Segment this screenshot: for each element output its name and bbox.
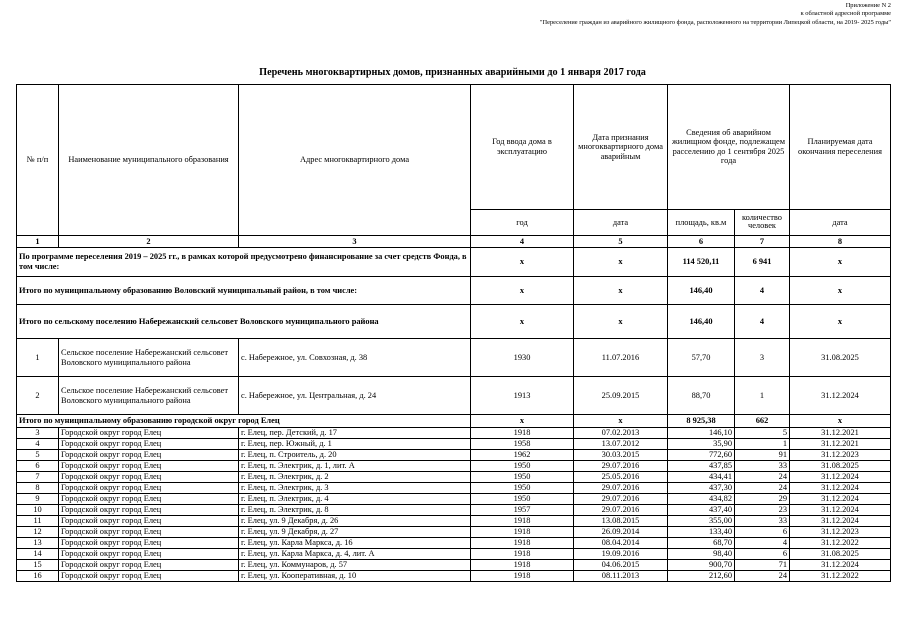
elets-row	[17, 483, 891, 494]
subheader-date: дата	[574, 209, 668, 235]
row-year: 1918	[471, 549, 574, 560]
row-year: 1950	[471, 483, 574, 494]
row-num: 15	[17, 560, 59, 571]
colnum-8: 8	[790, 236, 891, 248]
elets-row	[17, 505, 891, 516]
colnum-4: 4	[471, 236, 574, 248]
row-address: г. Елец, ул. Карла Маркса, д. 4, лит. А	[239, 549, 471, 560]
row-address: г. Елец, п. Электрик, д. 8	[239, 505, 471, 516]
appendix-line-1: Приложение N 2	[845, 2, 891, 9]
row-area: 772,60	[668, 450, 735, 461]
row-end: 31.12.2023	[790, 450, 891, 461]
summary-program-people: 6 941	[735, 248, 790, 277]
row-year: 1918	[471, 527, 574, 538]
row-municipality: Городской округ город Елец	[59, 483, 239, 494]
row-num: 1	[17, 339, 59, 377]
row-area: 68,70	[668, 538, 735, 549]
document-title: Перечень многоквартирных домов, признанных аварийными до 1 января 2017 года	[259, 67, 646, 78]
appendix-line-2: к областной адресной программе	[800, 10, 891, 18]
row-address: г. Елец, п. Строитель, д. 20	[239, 450, 471, 461]
row-municipality: Городской округ город Елец	[59, 461, 239, 472]
row-num: 8	[17, 483, 59, 494]
row-address: г. Елец, ул. Коммунаров, д. 57	[239, 560, 471, 571]
row-area: 437,30	[668, 483, 735, 494]
row-municipality: Сельское поселение Набережанский сельсовет Воловского муниципального района	[59, 339, 239, 377]
summary-volovo-district-year: х	[471, 277, 574, 305]
row-num: 11	[17, 516, 59, 527]
row-num: 6	[17, 461, 59, 472]
elets-row	[17, 538, 891, 549]
subheader-area: площадь, кв.м	[668, 209, 735, 235]
elets-row	[17, 461, 891, 472]
summary-program-label: По программе переселения 2019 – 2025 гг., в рамках которой предусмотрено финансирование за счет средств Фонда, в том числе:	[17, 248, 471, 277]
colnum-2: 2	[59, 236, 239, 248]
appendix-note	[251, 2, 891, 27]
row-num: 13	[17, 538, 59, 549]
row-people: 1	[735, 439, 790, 450]
row-end: 31.08.2025	[790, 339, 891, 377]
row-address: г. Елец, ул. 9 Декабря, д. 26	[239, 516, 471, 527]
header-year-built: Год ввода дома в эксплуатацию	[471, 85, 574, 210]
row-people: 24	[735, 472, 790, 483]
row-people: 4	[735, 538, 790, 549]
row-year: 1913	[471, 377, 574, 415]
row-year: 1950	[471, 472, 574, 483]
summary-volovo-district-label: Итого по муниципальному образованию Воловский муниципальный район, в том числе:	[17, 277, 471, 305]
row-date: 30.03.2015	[574, 450, 668, 461]
summary-naberezhansky-date: х	[574, 305, 668, 339]
row-num: 16	[17, 571, 59, 582]
row-area: 146,10	[668, 428, 735, 439]
row-date: 11.07.2016	[574, 339, 668, 377]
summary-program-end: х	[790, 248, 891, 277]
row-num: 3	[17, 428, 59, 439]
colnum-3: 3	[239, 236, 471, 248]
row-municipality: Сельское поселение Набережанский сельсовет Воловского муниципального района	[59, 377, 239, 415]
header-date-emergency: Дата признания многоквартирного дома аварийным	[574, 85, 668, 210]
row-people: 91	[735, 450, 790, 461]
summary-elets-area: 8 925,38	[668, 415, 735, 428]
row-address: с. Набережное, ул. Центральная, д. 24	[239, 377, 471, 415]
header-num: № п/п	[17, 85, 59, 236]
summary-elets-date: х	[574, 415, 668, 428]
subheader-year: год	[471, 209, 574, 235]
column-numbers-row	[17, 236, 891, 248]
row-people: 5	[735, 428, 790, 439]
elets-row	[17, 527, 891, 538]
row-area: 98,40	[668, 549, 735, 560]
row-address: г. Елец, п. Электрик, д. 2	[239, 472, 471, 483]
row-people: 33	[735, 516, 790, 527]
elets-row	[17, 428, 891, 439]
header-row	[17, 85, 891, 210]
colnum-7: 7	[735, 236, 790, 248]
row-year: 1918	[471, 428, 574, 439]
summary-program-row	[17, 248, 891, 277]
row-date: 19.09.2016	[574, 549, 668, 560]
row-area: 133,40	[668, 527, 735, 538]
row-end: 31.12.2024	[790, 560, 891, 571]
row-year: 1918	[471, 516, 574, 527]
volovo-row	[17, 339, 891, 377]
row-area: 900,70	[668, 560, 735, 571]
row-date: 08.11.2013	[574, 571, 668, 582]
row-people: 23	[735, 505, 790, 516]
summary-naberezhansky-area: 146,40	[668, 305, 735, 339]
row-municipality: Городской округ город Елец	[59, 516, 239, 527]
row-year: 1918	[471, 571, 574, 582]
row-area: 35,90	[668, 439, 735, 450]
row-year: 1950	[471, 461, 574, 472]
row-address: г. Елец, ул. Кооперативная, д. 10	[239, 571, 471, 582]
row-date: 26.09.2014	[574, 527, 668, 538]
appendix-line-3: "Переселение граждан из аварийного жилищного фонда, расположенного на территории Липецкой области, на 2019- 2025 годы"	[539, 18, 891, 26]
summary-naberezhansky-people: 4	[735, 305, 790, 339]
row-address: г. Елец, ул. 9 Декабря, д. 27	[239, 527, 471, 538]
summary-elets-people: 662	[735, 415, 790, 428]
colnum-6: 6	[668, 236, 735, 248]
row-municipality: Городской округ город Елец	[59, 549, 239, 560]
row-address: г. Елец, п. Электрик, д. 1, лит. А	[239, 461, 471, 472]
summary-naberezhansky-label: Итого по сельскому поселению Набережанский сельсовет Воловского муниципального района	[17, 305, 471, 339]
row-num: 5	[17, 450, 59, 461]
row-date: 13.08.2015	[574, 516, 668, 527]
row-year: 1918	[471, 560, 574, 571]
elets-row	[17, 549, 891, 560]
summary-volovo-district-row	[17, 277, 891, 305]
row-date: 07.02.2013	[574, 428, 668, 439]
row-municipality: Городской округ город Елец	[59, 428, 239, 439]
row-people: 71	[735, 560, 790, 571]
row-date: 29.07.2016	[574, 505, 668, 516]
row-end: 31.12.2024	[790, 472, 891, 483]
row-municipality: Городской округ город Елец	[59, 527, 239, 538]
row-municipality: Городской округ город Елец	[59, 450, 239, 461]
row-year: 1957	[471, 505, 574, 516]
row-area: 57,70	[668, 339, 735, 377]
row-year: 1950	[471, 494, 574, 505]
row-address: г. Елец, п. Электрик, д. 4	[239, 494, 471, 505]
row-end: 31.12.2022	[790, 571, 891, 582]
elets-row	[17, 516, 891, 527]
row-end: 31.12.2024	[790, 505, 891, 516]
row-area: 212,60	[668, 571, 735, 582]
colnum-5: 5	[574, 236, 668, 248]
row-end: 31.12.2022	[790, 538, 891, 549]
elets-row	[17, 439, 891, 450]
row-date: 08.04.2014	[574, 538, 668, 549]
colnum-1: 1	[17, 236, 59, 248]
row-people: 1	[735, 377, 790, 415]
summary-elets-label: Итого по муниципальному образованию городской округ город Елец	[17, 415, 471, 428]
row-end: 31.12.2021	[790, 428, 891, 439]
summary-program-year: х	[471, 248, 574, 277]
row-people: 6	[735, 549, 790, 560]
row-year: 1918	[471, 538, 574, 549]
summary-naberezhansky-end: х	[790, 305, 891, 339]
row-num: 10	[17, 505, 59, 516]
row-address: с. Набережное, ул. Совхозная, д. 38	[239, 339, 471, 377]
row-end: 31.12.2024	[790, 494, 891, 505]
row-area: 437,40	[668, 505, 735, 516]
row-municipality: Городской округ город Елец	[59, 472, 239, 483]
summary-program-date: х	[574, 248, 668, 277]
summary-program-area: 114 520,11	[668, 248, 735, 277]
row-end: 31.12.2024	[790, 483, 891, 494]
row-people: 24	[735, 571, 790, 582]
elets-row	[17, 472, 891, 483]
row-area: 434,82	[668, 494, 735, 505]
row-num: 4	[17, 439, 59, 450]
row-area: 434,41	[668, 472, 735, 483]
row-date: 04.06.2015	[574, 560, 668, 571]
row-municipality: Городской округ город Елец	[59, 494, 239, 505]
summary-naberezhansky-year: х	[471, 305, 574, 339]
summary-volovo-district-people: 4	[735, 277, 790, 305]
summary-volovo-district-end: х	[790, 277, 891, 305]
summary-volovo-district-date: х	[574, 277, 668, 305]
row-end: 31.12.2021	[790, 439, 891, 450]
elets-row	[17, 494, 891, 505]
summary-naberezhansky-row	[17, 305, 891, 339]
row-num: 14	[17, 549, 59, 560]
row-municipality: Городской округ город Елец	[59, 560, 239, 571]
row-date: 13.07.2012	[574, 439, 668, 450]
elets-row	[17, 571, 891, 582]
header-info: Сведения об аварийном жилищном фонде, подлежащем расселению до 1 сентября 2025 года	[668, 85, 790, 210]
row-address: г. Елец, ул. Карла Маркса, д. 16	[239, 538, 471, 549]
summary-elets-year: х	[471, 415, 574, 428]
row-end: 31.12.2024	[790, 516, 891, 527]
row-num: 9	[17, 494, 59, 505]
row-year: 1958	[471, 439, 574, 450]
summary-elets-end: х	[790, 415, 891, 428]
row-date: 25.09.2015	[574, 377, 668, 415]
row-area: 355,00	[668, 516, 735, 527]
subheader-people: количество человек	[735, 209, 790, 235]
row-address: г. Елец, п. Электрик, д. 3	[239, 483, 471, 494]
row-people: 3	[735, 339, 790, 377]
row-date: 29.07.2016	[574, 494, 668, 505]
row-people: 33	[735, 461, 790, 472]
row-people: 24	[735, 483, 790, 494]
row-end: 31.12.2023	[790, 527, 891, 538]
row-municipality: Городской округ город Елец	[59, 439, 239, 450]
row-date: 25.05.2016	[574, 472, 668, 483]
row-municipality: Городской округ город Елец	[59, 505, 239, 516]
row-municipality: Городской округ город Елец	[59, 538, 239, 549]
row-year: 1962	[471, 450, 574, 461]
row-date: 29.07.2016	[574, 483, 668, 494]
row-people: 6	[735, 527, 790, 538]
row-date: 29.07.2016	[574, 461, 668, 472]
row-end: 31.12.2024	[790, 377, 891, 415]
row-end: 31.08.2025	[790, 461, 891, 472]
row-address: г. Елец, пер. Южный, д. 1	[239, 439, 471, 450]
row-area: 88,70	[668, 377, 735, 415]
row-num: 7	[17, 472, 59, 483]
row-people: 29	[735, 494, 790, 505]
subheader-date2: дата	[790, 209, 891, 235]
row-area: 437,85	[668, 461, 735, 472]
emergency-houses-table	[16, 84, 891, 582]
header-planned-end: Планируемая дата окончания переселения	[790, 85, 891, 210]
row-address: г. Елец, пер. Детский, д. 17	[239, 428, 471, 439]
header-address: Адрес многоквартирного дома	[239, 85, 471, 236]
row-num: 2	[17, 377, 59, 415]
summary-elets-row	[17, 415, 891, 428]
summary-volovo-district-area: 146,40	[668, 277, 735, 305]
row-end: 31.08.2025	[790, 549, 891, 560]
elets-row	[17, 450, 891, 461]
row-municipality: Городской округ город Елец	[59, 571, 239, 582]
row-num: 12	[17, 527, 59, 538]
row-year: 1930	[471, 339, 574, 377]
volovo-row	[17, 377, 891, 415]
header-municipality: Наименование муниципального образования	[59, 85, 239, 236]
elets-row	[17, 560, 891, 571]
